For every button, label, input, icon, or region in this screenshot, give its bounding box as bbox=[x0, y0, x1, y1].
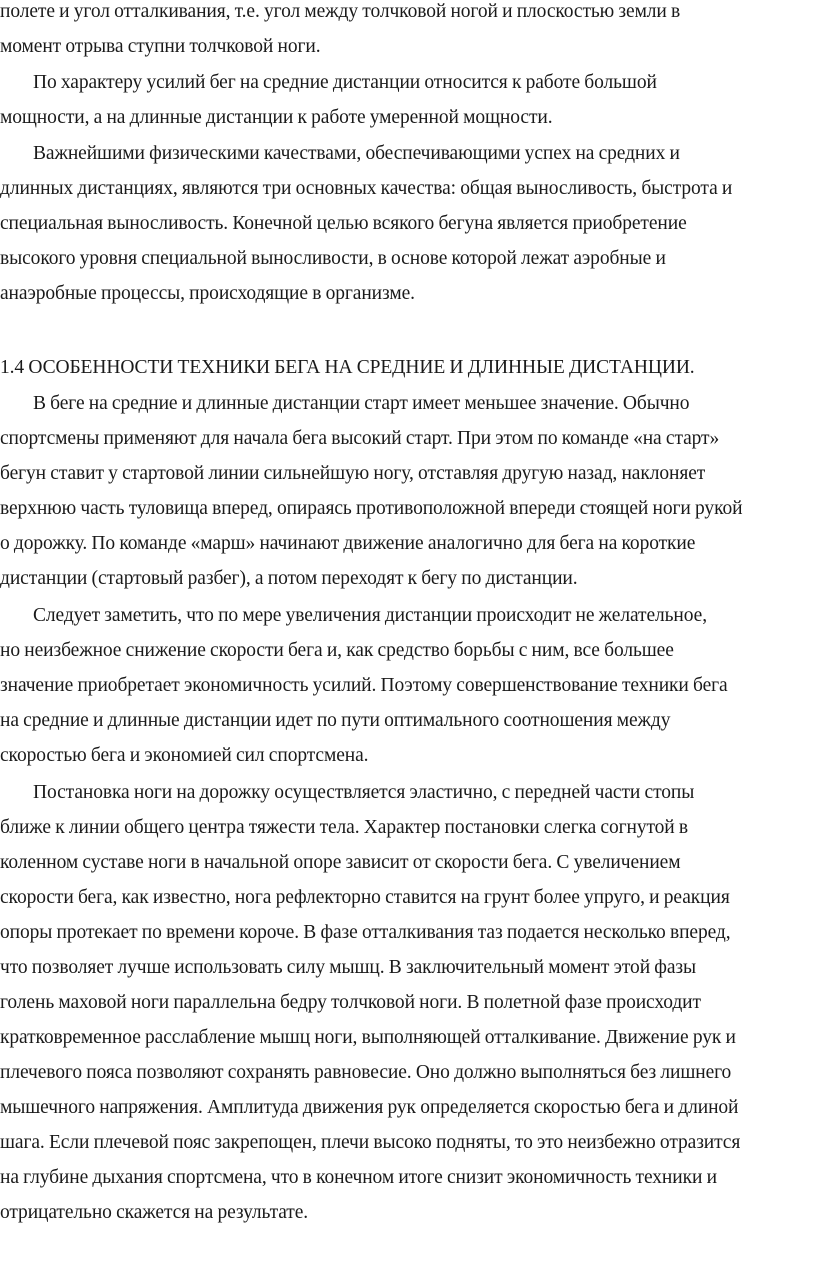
paragraph-line: плечевого пояса позволяют сохранять равновесие. Оно должно выполняться без лишнего bbox=[0, 1062, 732, 1083]
paragraph-line: значение приобретает экономичность усилий. Поэтому совершенствование техники бега bbox=[0, 675, 728, 696]
paragraph-line: кратковременное расслабление мышц ноги, выполняющей отталкивание. Движение рук и bbox=[0, 1027, 736, 1048]
paragraph-line: мышечного напряжения. Амплитуда движения рук определяется скоростью бега и длиной bbox=[0, 1097, 739, 1118]
paragraph-line: Постановка ноги на дорожку осуществляется эластично, с передней части стопы bbox=[33, 782, 695, 803]
paragraph-line: но неизбежное снижение скорости бега и, как средство борьбы с ним, все большее bbox=[0, 640, 674, 661]
paragraph-line: скоростью бега и экономией сил спортсмена. bbox=[0, 745, 369, 766]
paragraph-line: о дорожку. По команде «марш» начинают движение аналогично для бега на короткие bbox=[0, 533, 696, 554]
paragraph-line: скорости бега, как известно, нога рефлекторно ставится на грунт более упруго, и реакция bbox=[0, 887, 730, 908]
paragraph-line: Следует заметить, что по мере увеличения дистанции происходит не желательное, bbox=[33, 605, 707, 626]
paragraph-line: высокого уровня специальной выносливости, в основе которой лежат аэробные и bbox=[0, 248, 666, 269]
paragraph-line: специальная выносливость. Конечной целью всякого бегуна является приобретение bbox=[0, 213, 687, 234]
paragraph-line: опоры протекает по времени короче. В фазе отталкивания таз подается несколько вперед, bbox=[0, 922, 731, 943]
paragraph-line: По характеру усилий бег на средние дистанции относится к работе большой bbox=[33, 72, 657, 93]
section-heading: 1.4 ОСОБЕННОСТИ ТЕХНИКИ БЕГА НА СРЕДНИЕ И ДЛИННЫЕ ДИСТАНЦИИ. bbox=[0, 357, 695, 378]
paragraph-line: дистанции (стартовый разбег), а потом переходят к бегу по дистанции. bbox=[0, 568, 578, 589]
paragraph-line: шага. Если плечевой пояс закрепощен, плечи высоко подняты, то это неизбежно отразится bbox=[0, 1132, 741, 1153]
paragraph-line: длинных дистанциях, являются три основных качества: общая выносливость, быстрота и bbox=[0, 178, 733, 199]
paragraph-line: ближе к линии общего центра тяжести тела. Характер постановки слегка согнутой в bbox=[0, 817, 689, 838]
paragraph-line: мощности, а на длинные дистанции к работе умеренной мощности. bbox=[0, 107, 553, 128]
paragraph-line: спортсмены применяют для начала бега высокий старт. При этом по команде «на старт» bbox=[0, 428, 720, 449]
paragraph-line: анаэробные процессы, происходящие в организме. bbox=[0, 283, 415, 304]
paragraph-line: на средние и длинные дистанции идет по пути оптимального соотношения между bbox=[0, 710, 671, 731]
intro-line: момент отрыва ступни толчковой ноги. bbox=[0, 36, 321, 57]
paragraph-line: верхнюю часть туловища вперед, опираясь противоположной впереди стоящей ноги рукой bbox=[0, 498, 743, 519]
intro-line: полете и угол отталкивания, т.е. угол между толчковой ногой и плоскостью земли в bbox=[0, 1, 681, 22]
paragraph-line: бегун ставит у стартовой линии сильнейшую ногу, отставляя другую назад, наклоняет bbox=[0, 463, 706, 484]
paragraph-line: отрицательно скажется на результате. bbox=[0, 1202, 309, 1223]
paragraph-line: Важнейшими физическими качествами, обеспечивающими успех на средних и bbox=[33, 143, 680, 164]
paragraph-line: коленном суставе ноги в начальной опоре зависит от скорости бега. С увеличением bbox=[0, 852, 681, 873]
paragraph-line: на глубине дыхания спортсмена, что в конечном итоге снизит экономичность техники и bbox=[0, 1167, 717, 1188]
paragraph-line: голень маховой ноги параллельна бедру толчковой ноги. В полетной фазе происходит bbox=[0, 992, 701, 1013]
paragraph-line: В беге на средние и длинные дистанции старт имеет меньшее значение. Обычно bbox=[33, 393, 690, 414]
paragraph-line: что позволяет лучше использовать силу мышц. В заключительный момент этой фазы bbox=[0, 957, 696, 978]
